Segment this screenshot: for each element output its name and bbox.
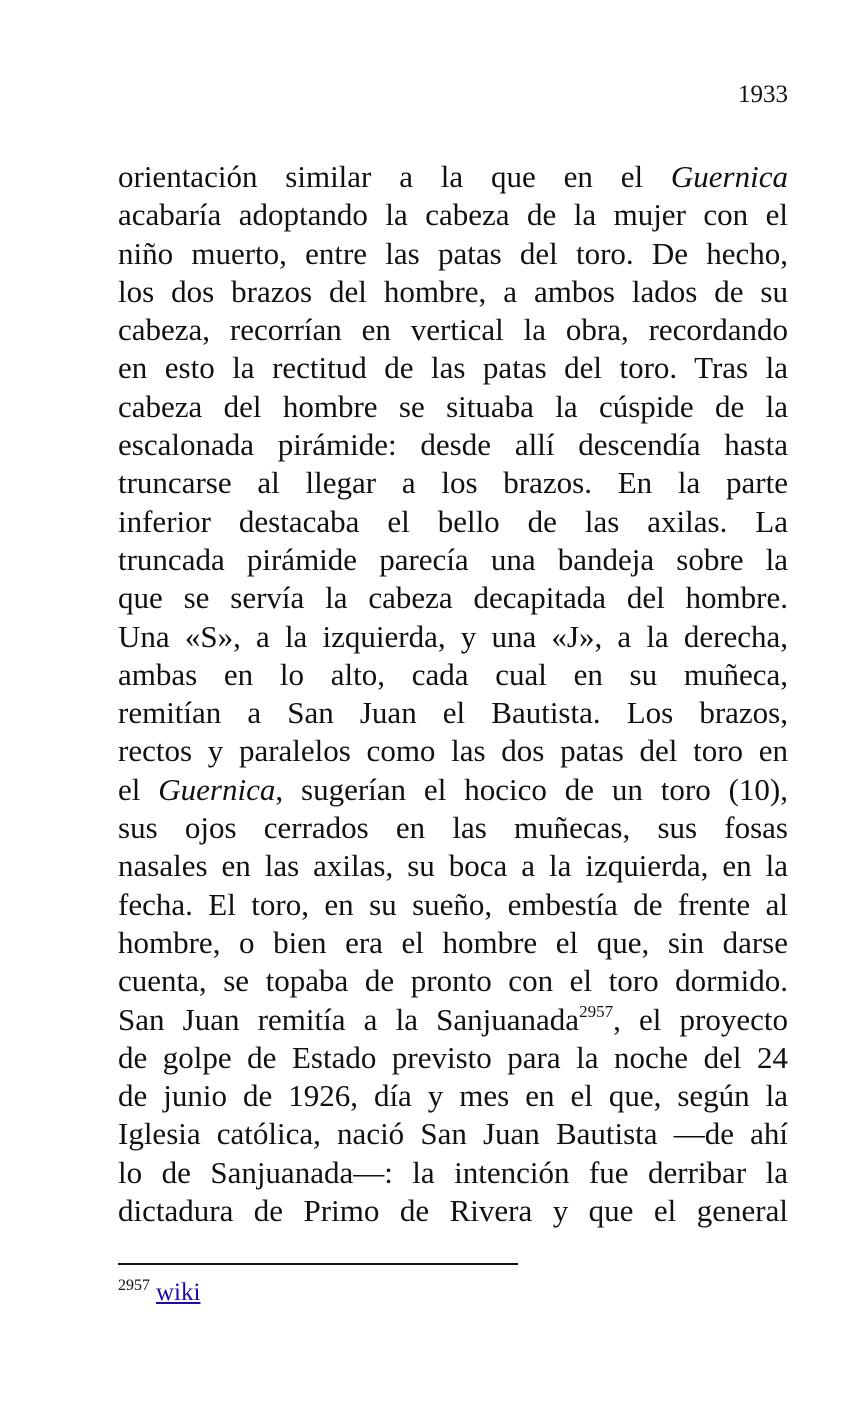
text-line (118, 311, 788, 349)
text-line (118, 464, 788, 502)
text-run: cuenta, se topaba de pronto con el toro dormido. (118, 963, 788, 999)
text-line (118, 924, 788, 962)
italic-title: Guernica (158, 771, 276, 807)
text-line (118, 503, 788, 541)
text-run: fecha. El toro, en su sueño, embestía de frente al (118, 886, 788, 922)
text-line (118, 1077, 788, 1115)
text-run: sus ojos cerrados en las muñecas, sus fosas (118, 810, 788, 846)
text-line (118, 809, 788, 847)
text-line (118, 235, 788, 273)
text-line (118, 771, 788, 809)
text-line (118, 273, 788, 311)
text-line (118, 1001, 788, 1039)
text-run: remitían a San Juan el Bautista. Los brazos, (118, 695, 788, 731)
text-line (118, 962, 788, 1000)
text-line (118, 694, 788, 732)
text-line (118, 1039, 788, 1077)
text-run: cabeza, recorrían en vertical la obra, recordando (118, 312, 788, 348)
text-run: que se servía la cabeza decapitada del hombre. (118, 580, 788, 616)
text-line (118, 618, 788, 656)
text-run: escalonada pirámide: desde allí descendía hasta (118, 427, 788, 463)
footnote (118, 1278, 200, 1308)
body-text (118, 158, 788, 1230)
text-run: San Juan remitía a la Sanjuanada (118, 1001, 580, 1037)
text-run: los dos brazos del hombre, a ambos lados de su (118, 273, 788, 309)
text-run: nasales en las axilas, su boca a la izquierda, en la (118, 848, 788, 884)
page-number: 1933 (738, 81, 788, 108)
text-run: truncada pirámide parecía una bandeja sobre la (118, 541, 788, 577)
text-line (118, 656, 788, 694)
text-run: inferior destacaba el bello de las axilas. La (118, 503, 788, 539)
footnote-marker: 2957 (118, 1277, 150, 1294)
text-run: rectos y paralelos como las dos patas del toro en (118, 733, 788, 769)
text-run: el (118, 771, 159, 807)
text-line (118, 579, 788, 617)
text-run: cabeza del hombre se situaba la cúspide de la (118, 388, 788, 424)
text-run: hombre, o bien era el hombre el que, sin darse (118, 924, 788, 960)
text-line (118, 349, 788, 387)
text-line (118, 426, 788, 464)
text-run: orientación similar a la que en el (118, 159, 671, 194)
text-line (118, 1192, 788, 1230)
text-line (118, 886, 788, 924)
text-run: Iglesia católica, nació San Juan Bautista ―de ahí (118, 1116, 788, 1152)
footnote-link[interactable]: wiki (156, 1279, 201, 1306)
text-run: acabaría adoptando la cabeza de la mujer con el (118, 197, 788, 233)
italic-title: Guernica (670, 159, 788, 194)
text-run: Una «S», a la izquierda, y una «J», a la derecha, (118, 618, 788, 654)
footnote-reference[interactable]: 2957 (579, 1001, 614, 1021)
text-line (118, 1115, 788, 1153)
text-run: de junio de 1926, día y mes en el que, según la (118, 1078, 788, 1114)
text-run: dictadura de Primo de Rivera y que el general (118, 1193, 788, 1229)
text-run: de golpe de Estado previsto para la noche del 24 (118, 1039, 788, 1075)
text-run: niño muerto, entre las patas del toro. De hecho, (118, 235, 788, 271)
text-run: en esto la rectitud de las patas del toro. Tras la (118, 350, 788, 386)
text-line (118, 732, 788, 770)
text-line (118, 1154, 788, 1192)
text-line (118, 196, 788, 234)
text-run: , sugerían el hocico de un toro (10), (275, 771, 789, 807)
text-run: ambas en lo alto, cada cual en su muñeca, (118, 656, 788, 692)
text-run: , el proyecto (613, 1001, 789, 1037)
text-line (118, 847, 788, 885)
text-line (118, 388, 788, 426)
text-run: lo de Sanjuanada―: la intención fue derribar la (118, 1154, 788, 1190)
text-line (118, 158, 788, 196)
text-run: truncarse al llegar a los brazos. En la parte (118, 465, 788, 501)
footnote-separator (118, 1263, 518, 1265)
text-line (118, 541, 788, 579)
